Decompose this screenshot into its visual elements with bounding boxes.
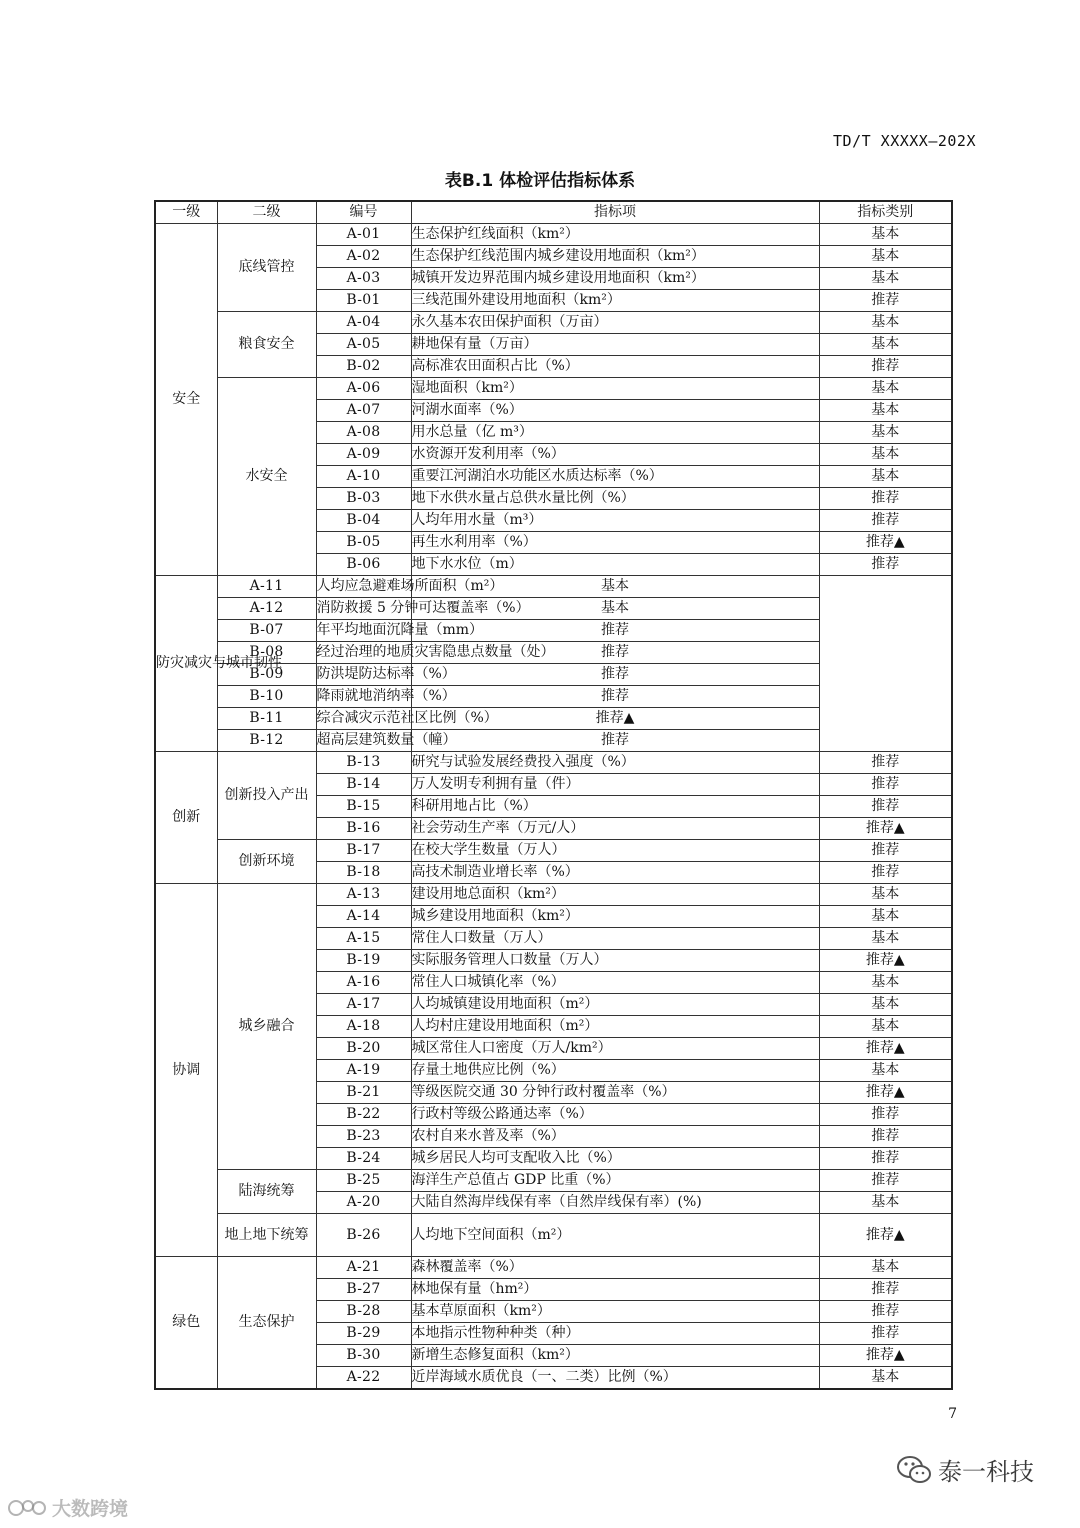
item-cell: 常住人口城镇化率（%） bbox=[411, 972, 819, 994]
table-row bbox=[155, 708, 952, 730]
item-cell: 新增生态修复面积（km²） bbox=[411, 1345, 819, 1367]
category-cell: 基本 bbox=[819, 444, 952, 466]
item-cell: 年平均地面沉降量（mm） bbox=[316, 620, 411, 642]
header-level1: 一级 bbox=[155, 201, 217, 224]
item-cell: 降雨就地消纳率（%） bbox=[316, 686, 411, 708]
code-cell: B-07 bbox=[217, 620, 316, 642]
category-cell: 推荐 bbox=[411, 664, 819, 686]
header-category: 指标类别 bbox=[819, 201, 952, 224]
code-cell: B-16 bbox=[316, 818, 411, 840]
code-cell: A-18 bbox=[316, 1016, 411, 1038]
code-cell: B-26 bbox=[316, 1214, 411, 1257]
category-cell: 推荐▲ bbox=[819, 818, 952, 840]
header-level2: 二级 bbox=[217, 201, 316, 224]
item-cell: 人均城镇建设用地面积（m²） bbox=[411, 994, 819, 1016]
code-cell: B-28 bbox=[316, 1301, 411, 1323]
code-cell: A-19 bbox=[316, 1060, 411, 1082]
item-cell: 地下水水位（m） bbox=[411, 554, 819, 576]
level2-cell: 创新环境 bbox=[217, 840, 316, 884]
indicator-table bbox=[154, 200, 953, 1390]
item-cell: 科研用地占比（%） bbox=[411, 796, 819, 818]
category-cell: 推荐 bbox=[819, 1301, 952, 1323]
item-cell: 湿地面积（km²） bbox=[411, 378, 819, 400]
table-row bbox=[155, 1170, 952, 1192]
item-cell: 研究与试验发展经费投入强度（%） bbox=[411, 752, 819, 774]
item-cell: 基本草原面积（km²） bbox=[411, 1301, 819, 1323]
item-cell: 农村自来水普及率（%） bbox=[411, 1126, 819, 1148]
code-cell: B-22 bbox=[316, 1104, 411, 1126]
level2-cell: 底线管控 bbox=[217, 224, 316, 312]
level1-cell: 创新 bbox=[155, 752, 217, 884]
code-cell: B-05 bbox=[316, 532, 411, 554]
category-cell: 基本 bbox=[819, 400, 952, 422]
item-cell: 常住人口数量（万人） bbox=[411, 928, 819, 950]
item-cell: 防洪堤防达标率（%） bbox=[316, 664, 411, 686]
category-cell: 推荐 bbox=[819, 356, 952, 378]
item-cell: 建设用地总面积（km²） bbox=[411, 884, 819, 906]
code-cell: A-05 bbox=[316, 334, 411, 356]
code-cell: B-08 bbox=[217, 642, 316, 664]
category-cell: 推荐▲ bbox=[819, 532, 952, 554]
watermark-left bbox=[8, 1494, 128, 1521]
level2-cell: 地上地下统筹 bbox=[217, 1214, 316, 1257]
category-cell: 基本 bbox=[819, 972, 952, 994]
code-cell: B-09 bbox=[217, 664, 316, 686]
table-row bbox=[155, 840, 952, 862]
table-row bbox=[155, 378, 952, 400]
category-cell: 推荐 bbox=[411, 620, 819, 642]
item-cell: 海洋生产总值占 GDP 比重（%） bbox=[411, 1170, 819, 1192]
code-cell: B-30 bbox=[316, 1345, 411, 1367]
category-cell: 基本 bbox=[819, 268, 952, 290]
code-cell: B-15 bbox=[316, 796, 411, 818]
item-cell: 森林覆盖率（%） bbox=[411, 1257, 819, 1279]
wechat-icon bbox=[896, 1455, 932, 1485]
code-cell: B-29 bbox=[316, 1323, 411, 1345]
code-cell: A-02 bbox=[316, 246, 411, 268]
code-cell: A-07 bbox=[316, 400, 411, 422]
item-cell: 在校大学生数量（万人） bbox=[411, 840, 819, 862]
item-cell: 社会劳动生产率（万元/人） bbox=[411, 818, 819, 840]
table-row bbox=[155, 1214, 952, 1257]
item-cell: 河湖水面率（%） bbox=[411, 400, 819, 422]
category-cell: 基本 bbox=[819, 466, 952, 488]
item-cell: 行政村等级公路通达率（%） bbox=[411, 1104, 819, 1126]
category-cell: 推荐▲ bbox=[819, 1082, 952, 1104]
item-cell: 万人发明专利拥有量（件） bbox=[411, 774, 819, 796]
code-cell: A-16 bbox=[316, 972, 411, 994]
code-cell: B-04 bbox=[316, 510, 411, 532]
category-cell: 推荐▲ bbox=[819, 1214, 952, 1257]
item-cell: 近岸海域水质优良（一、二类）比例（%） bbox=[411, 1367, 819, 1390]
category-cell: 基本 bbox=[819, 1367, 952, 1390]
table-row bbox=[155, 598, 952, 620]
level2-cell: 防灾减灾与城市韧性 bbox=[155, 576, 217, 752]
category-cell: 基本 bbox=[819, 1060, 952, 1082]
code-cell: A-10 bbox=[316, 466, 411, 488]
code-cell: A-15 bbox=[316, 928, 411, 950]
category-cell: 推荐▲ bbox=[819, 1345, 952, 1367]
level1-cell: 绿色 bbox=[155, 1257, 217, 1390]
level2-cell: 创新投入产出 bbox=[217, 752, 316, 840]
item-cell: 人均应急避难场所面积（m²） bbox=[316, 576, 411, 598]
category-cell: 基本 bbox=[819, 224, 952, 246]
code-cell: A-20 bbox=[316, 1192, 411, 1214]
code-cell: B-24 bbox=[316, 1148, 411, 1170]
category-cell: 基本 bbox=[819, 994, 952, 1016]
code-cell: B-27 bbox=[316, 1279, 411, 1301]
category-cell: 推荐 bbox=[411, 686, 819, 708]
code-cell: A-14 bbox=[316, 906, 411, 928]
category-cell: 推荐 bbox=[819, 796, 952, 818]
category-cell: 基本 bbox=[819, 246, 952, 268]
code-cell: B-11 bbox=[217, 708, 316, 730]
category-cell: 基本 bbox=[819, 928, 952, 950]
level1-cell: 协调 bbox=[155, 884, 217, 1257]
code-cell: B-20 bbox=[316, 1038, 411, 1060]
code-cell: B-17 bbox=[316, 840, 411, 862]
code-cell: A-08 bbox=[316, 422, 411, 444]
table-row bbox=[155, 664, 952, 686]
table-row bbox=[155, 620, 952, 642]
code-cell: B-10 bbox=[217, 686, 316, 708]
item-cell: 地下水供水量占总供水量比例（%） bbox=[411, 488, 819, 510]
category-cell: 基本 bbox=[411, 576, 819, 598]
category-cell: 推荐▲ bbox=[819, 950, 952, 972]
item-cell: 城区常住人口密度（万人/km²） bbox=[411, 1038, 819, 1060]
code-cell: A-13 bbox=[316, 884, 411, 906]
category-cell: 推荐 bbox=[819, 290, 952, 312]
category-cell: 推荐 bbox=[819, 774, 952, 796]
category-cell: 基本 bbox=[819, 378, 952, 400]
category-cell: 推荐 bbox=[819, 510, 952, 532]
brand-logo-icon bbox=[8, 1496, 48, 1520]
document-code: TD/T XXXXX—202X bbox=[833, 132, 976, 150]
table-row bbox=[155, 1257, 952, 1279]
category-cell: 基本 bbox=[819, 1257, 952, 1279]
level1-cell: 安全 bbox=[155, 224, 217, 576]
item-cell: 耕地保有量（万亩） bbox=[411, 334, 819, 356]
category-cell: 推荐 bbox=[819, 1323, 952, 1345]
code-cell: A-21 bbox=[316, 1257, 411, 1279]
item-cell: 永久基本农田保护面积（万亩） bbox=[411, 312, 819, 334]
code-cell: B-01 bbox=[316, 290, 411, 312]
item-cell: 大陆自然海岸线保有率（自然岸线保有率）(%) bbox=[411, 1192, 819, 1214]
code-cell: B-03 bbox=[316, 488, 411, 510]
code-cell: B-23 bbox=[316, 1126, 411, 1148]
item-cell: 消防救援 5 分钟可达覆盖率（%） bbox=[316, 598, 411, 620]
code-cell: A-01 bbox=[316, 224, 411, 246]
item-cell: 人均年用水量（m³） bbox=[411, 510, 819, 532]
item-cell: 生态保护红线面积（km²） bbox=[411, 224, 819, 246]
category-cell: 推荐 bbox=[819, 752, 952, 774]
category-cell: 推荐 bbox=[819, 1126, 952, 1148]
category-cell: 推荐 bbox=[819, 862, 952, 884]
category-cell: 推荐 bbox=[411, 730, 819, 752]
item-cell: 存量土地供应比例（%） bbox=[411, 1060, 819, 1082]
category-cell: 基本 bbox=[411, 598, 819, 620]
code-cell: B-12 bbox=[217, 730, 316, 752]
level2-cell: 陆海统筹 bbox=[217, 1170, 316, 1214]
category-cell: 推荐 bbox=[819, 1170, 952, 1192]
header-item: 指标项 bbox=[411, 201, 819, 224]
table-header-row bbox=[155, 201, 952, 224]
code-cell: B-21 bbox=[316, 1082, 411, 1104]
watermark-right-text: 泰一科技 bbox=[938, 1458, 1034, 1486]
item-cell: 三线范围外建设用地面积（km²） bbox=[411, 290, 819, 312]
level2-cell: 水安全 bbox=[217, 378, 316, 576]
table-row bbox=[155, 686, 952, 708]
category-cell: 基本 bbox=[819, 1192, 952, 1214]
code-cell: A-03 bbox=[316, 268, 411, 290]
category-cell: 基本 bbox=[819, 884, 952, 906]
item-cell: 本地指示性物种种类（种） bbox=[411, 1323, 819, 1345]
item-cell: 城镇开发边界范围内城乡建设用地面积（km²） bbox=[411, 268, 819, 290]
category-cell: 基本 bbox=[819, 422, 952, 444]
code-cell: A-11 bbox=[217, 576, 316, 598]
category-cell: 推荐 bbox=[819, 840, 952, 862]
category-cell: 推荐 bbox=[411, 642, 819, 664]
table-row bbox=[155, 730, 952, 752]
item-cell: 等级医院交通 30 分钟行政村覆盖率（%） bbox=[411, 1082, 819, 1104]
category-cell: 推荐▲ bbox=[411, 708, 819, 730]
category-cell: 推荐 bbox=[819, 1279, 952, 1301]
code-cell: B-25 bbox=[316, 1170, 411, 1192]
category-cell: 推荐 bbox=[819, 1148, 952, 1170]
code-cell: B-19 bbox=[316, 950, 411, 972]
page-number: 7 bbox=[948, 1406, 957, 1422]
code-cell: B-13 bbox=[316, 752, 411, 774]
level2-cell: 生态保护 bbox=[217, 1257, 316, 1390]
watermark-left-text: 大数跨境 bbox=[52, 1498, 129, 1520]
item-cell: 再生水利用率（%） bbox=[411, 532, 819, 554]
code-cell: B-02 bbox=[316, 356, 411, 378]
item-cell: 综合减灾示范社区比例（%） bbox=[316, 708, 411, 730]
item-cell: 用水总量（亿 m³） bbox=[411, 422, 819, 444]
code-cell: B-18 bbox=[316, 862, 411, 884]
table-row bbox=[155, 752, 952, 774]
item-cell: 城乡建设用地面积（km²） bbox=[411, 906, 819, 928]
code-cell: A-22 bbox=[316, 1367, 411, 1390]
category-cell: 基本 bbox=[819, 334, 952, 356]
category-cell: 推荐▲ bbox=[819, 1038, 952, 1060]
item-cell: 林地保有量（hm²） bbox=[411, 1279, 819, 1301]
code-cell: A-04 bbox=[316, 312, 411, 334]
item-cell: 重要江河湖泊水功能区水质达标率（%） bbox=[411, 466, 819, 488]
code-cell: B-14 bbox=[316, 774, 411, 796]
level2-cell: 粮食安全 bbox=[217, 312, 316, 378]
table-body bbox=[155, 224, 952, 1390]
item-cell: 超高层建筑数量（幢） bbox=[316, 730, 411, 752]
code-cell: A-06 bbox=[316, 378, 411, 400]
code-cell: A-09 bbox=[316, 444, 411, 466]
level2-cell: 城乡融合 bbox=[217, 884, 316, 1170]
category-cell: 推荐 bbox=[819, 554, 952, 576]
item-cell: 人均地下空间面积（m²） bbox=[411, 1214, 819, 1257]
table-row bbox=[155, 224, 952, 246]
item-cell: 实际服务管理人口数量（万人） bbox=[411, 950, 819, 972]
code-cell: A-17 bbox=[316, 994, 411, 1016]
item-cell: 经过治理的地质灾害隐患点数量（处） bbox=[316, 642, 411, 664]
category-cell: 基本 bbox=[819, 1016, 952, 1038]
category-cell: 推荐 bbox=[819, 1104, 952, 1126]
table-row bbox=[155, 576, 952, 598]
category-cell: 基本 bbox=[819, 906, 952, 928]
item-cell: 高技术制造业增长率（%） bbox=[411, 862, 819, 884]
category-cell: 推荐 bbox=[819, 488, 952, 510]
table-row bbox=[155, 884, 952, 906]
item-cell: 高标准农田面积占比（%） bbox=[411, 356, 819, 378]
category-cell: 基本 bbox=[819, 312, 952, 334]
table-row bbox=[155, 642, 952, 664]
watermark-right bbox=[896, 1452, 1034, 1487]
item-cell: 水资源开发利用率（%） bbox=[411, 444, 819, 466]
table-title: 表B.1 体检评估指标体系 bbox=[444, 171, 636, 191]
item-cell: 人均村庄建设用地面积（m²） bbox=[411, 1016, 819, 1038]
code-cell: A-12 bbox=[217, 598, 316, 620]
code-cell: B-06 bbox=[316, 554, 411, 576]
item-cell: 城乡居民人均可支配收入比（%） bbox=[411, 1148, 819, 1170]
table-row bbox=[155, 312, 952, 334]
item-cell: 生态保护红线范围内城乡建设用地面积（km²） bbox=[411, 246, 819, 268]
header-code: 编号 bbox=[316, 201, 411, 224]
